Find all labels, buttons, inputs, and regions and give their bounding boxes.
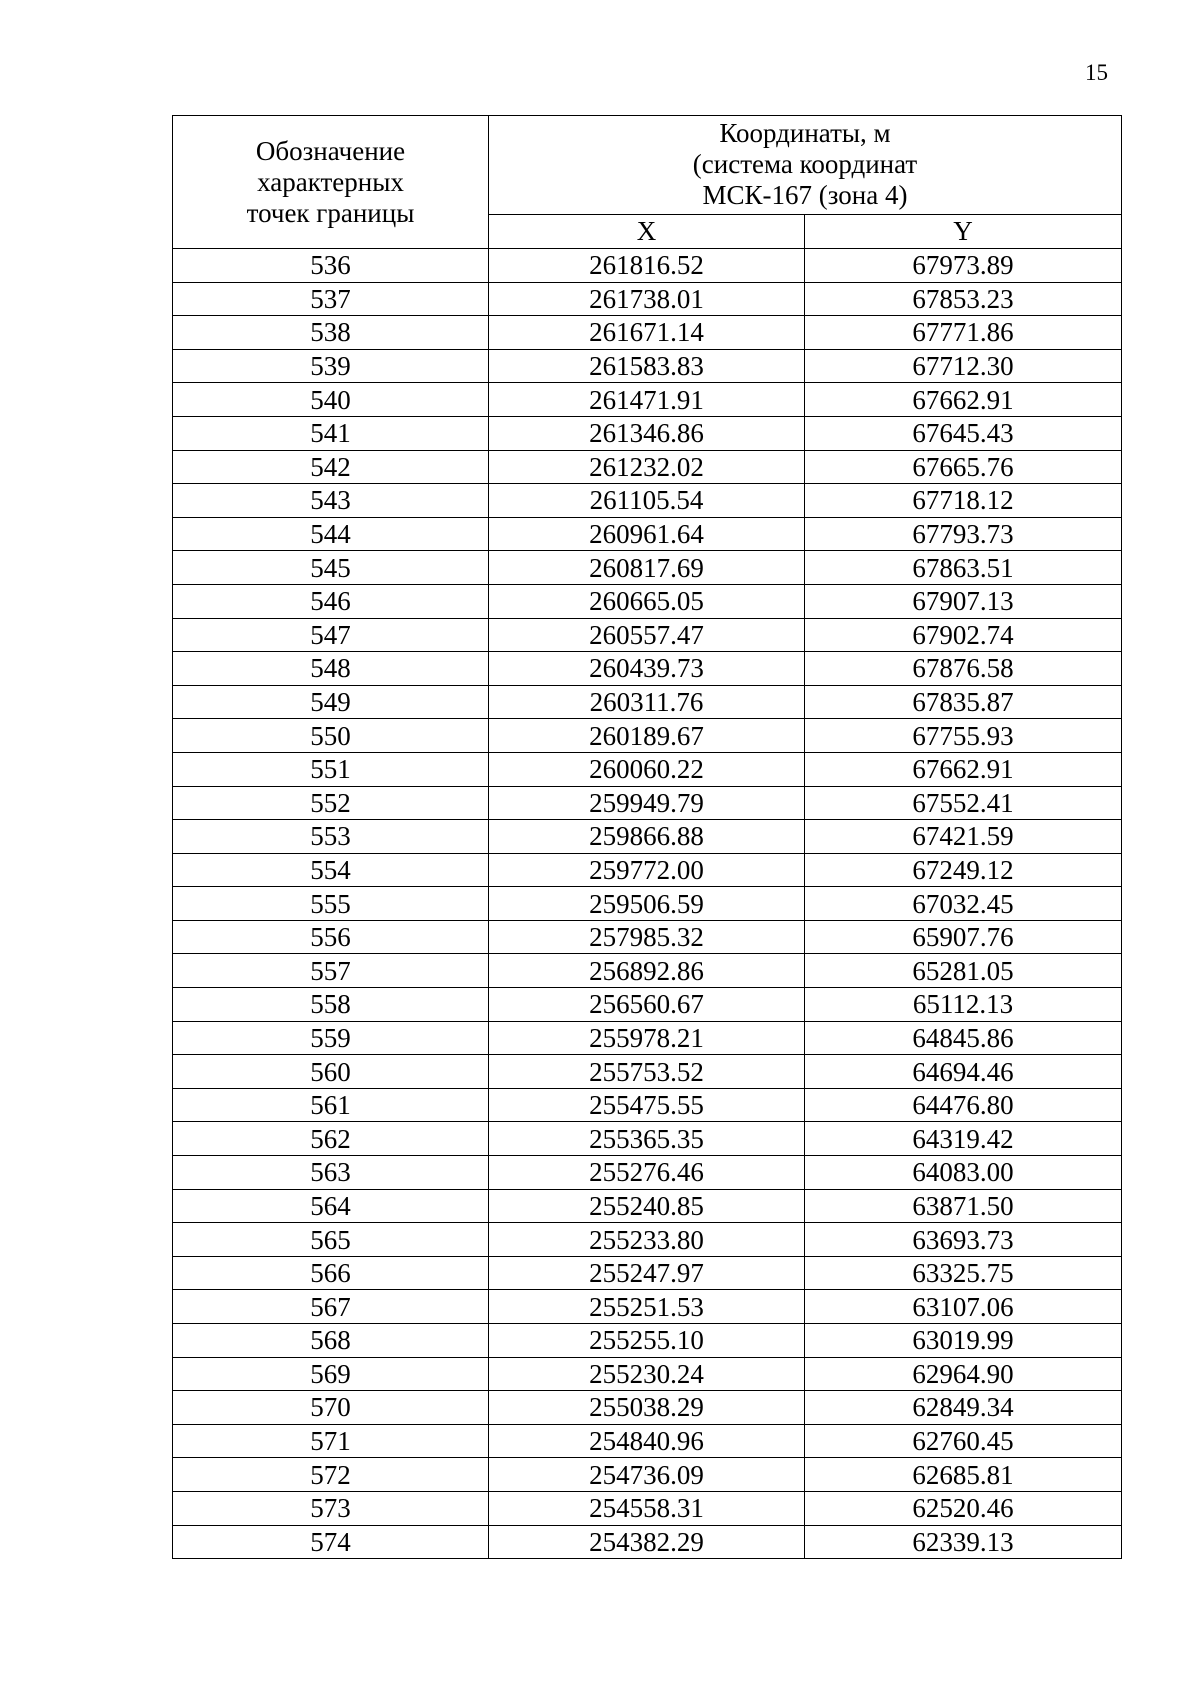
table-row — [173, 349, 1122, 383]
table-row — [173, 383, 1122, 417]
x-coordinate-cell: 260439.73 — [489, 652, 805, 686]
point-id-cell: 566 — [173, 1256, 489, 1290]
x-coordinate-cell: 261346.86 — [489, 416, 805, 450]
page-number: 15 — [1085, 60, 1108, 85]
coordinates-table — [172, 115, 1122, 1559]
x-coordinate-cell: 260665.05 — [489, 584, 805, 618]
y-coordinate-cell: 65281.05 — [805, 954, 1122, 988]
table-row — [173, 752, 1122, 786]
y-coordinate-cell: 67755.93 — [805, 719, 1122, 753]
x-coordinate-cell: 254736.09 — [489, 1458, 805, 1492]
table-row — [173, 853, 1122, 887]
x-coordinate-cell: 261583.83 — [489, 349, 805, 383]
point-id-cell: 555 — [173, 887, 489, 921]
y-coordinate-cell: 63693.73 — [805, 1223, 1122, 1257]
y-coordinate-cell: 67712.30 — [805, 349, 1122, 383]
header-coordinates: Координаты, м (система координат МСК-167 (зона 4) — [489, 116, 1122, 215]
y-coordinate-cell: 67907.13 — [805, 584, 1122, 618]
point-id-cell: 543 — [173, 484, 489, 518]
point-id-cell: 557 — [173, 954, 489, 988]
table-row — [173, 920, 1122, 954]
point-id-cell: 539 — [173, 349, 489, 383]
point-id-cell: 552 — [173, 786, 489, 820]
y-coordinate-cell: 67793.73 — [805, 517, 1122, 551]
point-id-cell: 540 — [173, 383, 489, 417]
point-id-cell: 567 — [173, 1290, 489, 1324]
y-coordinate-cell: 64476.80 — [805, 1088, 1122, 1122]
table-row — [173, 249, 1122, 283]
table-row — [173, 786, 1122, 820]
point-id-cell: 573 — [173, 1491, 489, 1525]
table-row — [173, 1088, 1122, 1122]
table-row — [173, 1424, 1122, 1458]
y-coordinate-cell: 67863.51 — [805, 551, 1122, 585]
y-coordinate-cell: 67902.74 — [805, 618, 1122, 652]
table-row — [173, 584, 1122, 618]
x-coordinate-cell: 261105.54 — [489, 484, 805, 518]
point-id-cell: 562 — [173, 1122, 489, 1156]
y-coordinate-cell: 62685.81 — [805, 1458, 1122, 1492]
table-row — [173, 719, 1122, 753]
point-id-cell: 545 — [173, 551, 489, 585]
y-coordinate-cell: 62339.13 — [805, 1525, 1122, 1559]
table-row — [173, 1491, 1122, 1525]
table-row — [173, 1189, 1122, 1223]
x-coordinate-cell: 261471.91 — [489, 383, 805, 417]
point-id-cell: 572 — [173, 1458, 489, 1492]
y-coordinate-cell: 64694.46 — [805, 1055, 1122, 1089]
y-coordinate-cell: 67876.58 — [805, 652, 1122, 686]
point-id-cell: 548 — [173, 652, 489, 686]
y-coordinate-cell: 67662.91 — [805, 752, 1122, 786]
point-id-cell: 550 — [173, 719, 489, 753]
table-row — [173, 685, 1122, 719]
point-id-cell: 569 — [173, 1357, 489, 1391]
table-row — [173, 954, 1122, 988]
x-coordinate-cell: 255230.24 — [489, 1357, 805, 1391]
y-coordinate-cell: 67662.91 — [805, 383, 1122, 417]
table-row — [173, 1357, 1122, 1391]
point-id-cell: 537 — [173, 282, 489, 316]
x-coordinate-cell: 255753.52 — [489, 1055, 805, 1089]
x-coordinate-cell: 260961.64 — [489, 517, 805, 551]
table-row — [173, 517, 1122, 551]
y-coordinate-cell: 62964.90 — [805, 1357, 1122, 1391]
y-coordinate-cell: 67973.89 — [805, 249, 1122, 283]
x-coordinate-cell: 254558.31 — [489, 1491, 805, 1525]
y-coordinate-cell: 64083.00 — [805, 1156, 1122, 1190]
table-row — [173, 551, 1122, 585]
x-coordinate-cell: 261232.02 — [489, 450, 805, 484]
table-row — [173, 282, 1122, 316]
table-body — [173, 249, 1122, 1559]
header-designation: Обозначение характерных точек границы — [173, 116, 489, 249]
table-row — [173, 618, 1122, 652]
x-coordinate-cell: 255978.21 — [489, 1021, 805, 1055]
x-coordinate-cell: 259506.59 — [489, 887, 805, 921]
x-coordinate-cell: 255240.85 — [489, 1189, 805, 1223]
x-coordinate-cell: 255247.97 — [489, 1256, 805, 1290]
x-coordinate-cell: 260189.67 — [489, 719, 805, 753]
y-coordinate-cell: 67552.41 — [805, 786, 1122, 820]
table-row — [173, 1122, 1122, 1156]
point-id-cell: 538 — [173, 316, 489, 350]
point-id-cell: 544 — [173, 517, 489, 551]
y-coordinate-cell: 64319.42 — [805, 1122, 1122, 1156]
y-coordinate-cell: 67835.87 — [805, 685, 1122, 719]
y-coordinate-cell: 67645.43 — [805, 416, 1122, 450]
table-row — [173, 1525, 1122, 1559]
table-row — [173, 1324, 1122, 1358]
table-row — [173, 988, 1122, 1022]
x-coordinate-cell: 260060.22 — [489, 752, 805, 786]
x-coordinate-cell: 256892.86 — [489, 954, 805, 988]
x-coordinate-cell: 259949.79 — [489, 786, 805, 820]
x-coordinate-cell: 254382.29 — [489, 1525, 805, 1559]
y-coordinate-cell: 65907.76 — [805, 920, 1122, 954]
x-coordinate-cell: 255365.35 — [489, 1122, 805, 1156]
y-coordinate-cell: 62760.45 — [805, 1424, 1122, 1458]
header-y: Y — [805, 214, 1122, 248]
point-id-cell: 560 — [173, 1055, 489, 1089]
y-coordinate-cell: 67853.23 — [805, 282, 1122, 316]
point-id-cell: 554 — [173, 853, 489, 887]
table-row — [173, 316, 1122, 350]
table-row — [173, 1458, 1122, 1492]
point-id-cell: 553 — [173, 820, 489, 854]
y-coordinate-cell: 63019.99 — [805, 1324, 1122, 1358]
table-row — [173, 416, 1122, 450]
table-row — [173, 1391, 1122, 1425]
y-coordinate-cell: 63107.06 — [805, 1290, 1122, 1324]
header-x: X — [489, 214, 805, 248]
point-id-cell: 564 — [173, 1189, 489, 1223]
y-coordinate-cell: 67771.86 — [805, 316, 1122, 350]
table-row — [173, 1256, 1122, 1290]
point-id-cell: 551 — [173, 752, 489, 786]
x-coordinate-cell: 255276.46 — [489, 1156, 805, 1190]
table-row — [173, 887, 1122, 921]
x-coordinate-cell: 260311.76 — [489, 685, 805, 719]
y-coordinate-cell: 67665.76 — [805, 450, 1122, 484]
point-id-cell: 536 — [173, 249, 489, 283]
table-header — [173, 116, 1122, 249]
point-id-cell: 546 — [173, 584, 489, 618]
y-coordinate-cell: 64845.86 — [805, 1021, 1122, 1055]
x-coordinate-cell: 255233.80 — [489, 1223, 805, 1257]
y-coordinate-cell: 67421.59 — [805, 820, 1122, 854]
table-row — [173, 1156, 1122, 1190]
x-coordinate-cell: 261671.14 — [489, 316, 805, 350]
point-id-cell: 565 — [173, 1223, 489, 1257]
point-id-cell: 542 — [173, 450, 489, 484]
x-coordinate-cell: 255255.10 — [489, 1324, 805, 1358]
point-id-cell: 574 — [173, 1525, 489, 1559]
point-id-cell: 568 — [173, 1324, 489, 1358]
y-coordinate-cell: 67718.12 — [805, 484, 1122, 518]
x-coordinate-cell: 255475.55 — [489, 1088, 805, 1122]
x-coordinate-cell: 255038.29 — [489, 1391, 805, 1425]
point-id-cell: 570 — [173, 1391, 489, 1425]
x-coordinate-cell: 261738.01 — [489, 282, 805, 316]
table-row — [173, 1290, 1122, 1324]
point-id-cell: 556 — [173, 920, 489, 954]
table-row — [173, 1223, 1122, 1257]
point-id-cell: 571 — [173, 1424, 489, 1458]
x-coordinate-cell: 259866.88 — [489, 820, 805, 854]
x-coordinate-cell: 261816.52 — [489, 249, 805, 283]
point-id-cell: 563 — [173, 1156, 489, 1190]
x-coordinate-cell: 255251.53 — [489, 1290, 805, 1324]
table-row — [173, 450, 1122, 484]
point-id-cell: 561 — [173, 1088, 489, 1122]
y-coordinate-cell: 67249.12 — [805, 853, 1122, 887]
x-coordinate-cell: 259772.00 — [489, 853, 805, 887]
x-coordinate-cell: 260817.69 — [489, 551, 805, 585]
y-coordinate-cell: 63871.50 — [805, 1189, 1122, 1223]
x-coordinate-cell: 260557.47 — [489, 618, 805, 652]
y-coordinate-cell: 62849.34 — [805, 1391, 1122, 1425]
y-coordinate-cell: 63325.75 — [805, 1256, 1122, 1290]
x-coordinate-cell: 254840.96 — [489, 1424, 805, 1458]
point-id-cell: 549 — [173, 685, 489, 719]
table-row — [173, 1021, 1122, 1055]
table-row — [173, 1055, 1122, 1089]
y-coordinate-cell: 67032.45 — [805, 887, 1122, 921]
point-id-cell: 559 — [173, 1021, 489, 1055]
x-coordinate-cell: 256560.67 — [489, 988, 805, 1022]
point-id-cell: 541 — [173, 416, 489, 450]
y-coordinate-cell: 65112.13 — [805, 988, 1122, 1022]
table-row — [173, 484, 1122, 518]
y-coordinate-cell: 62520.46 — [805, 1491, 1122, 1525]
x-coordinate-cell: 257985.32 — [489, 920, 805, 954]
point-id-cell: 547 — [173, 618, 489, 652]
table-row — [173, 820, 1122, 854]
table-row — [173, 652, 1122, 686]
point-id-cell: 558 — [173, 988, 489, 1022]
